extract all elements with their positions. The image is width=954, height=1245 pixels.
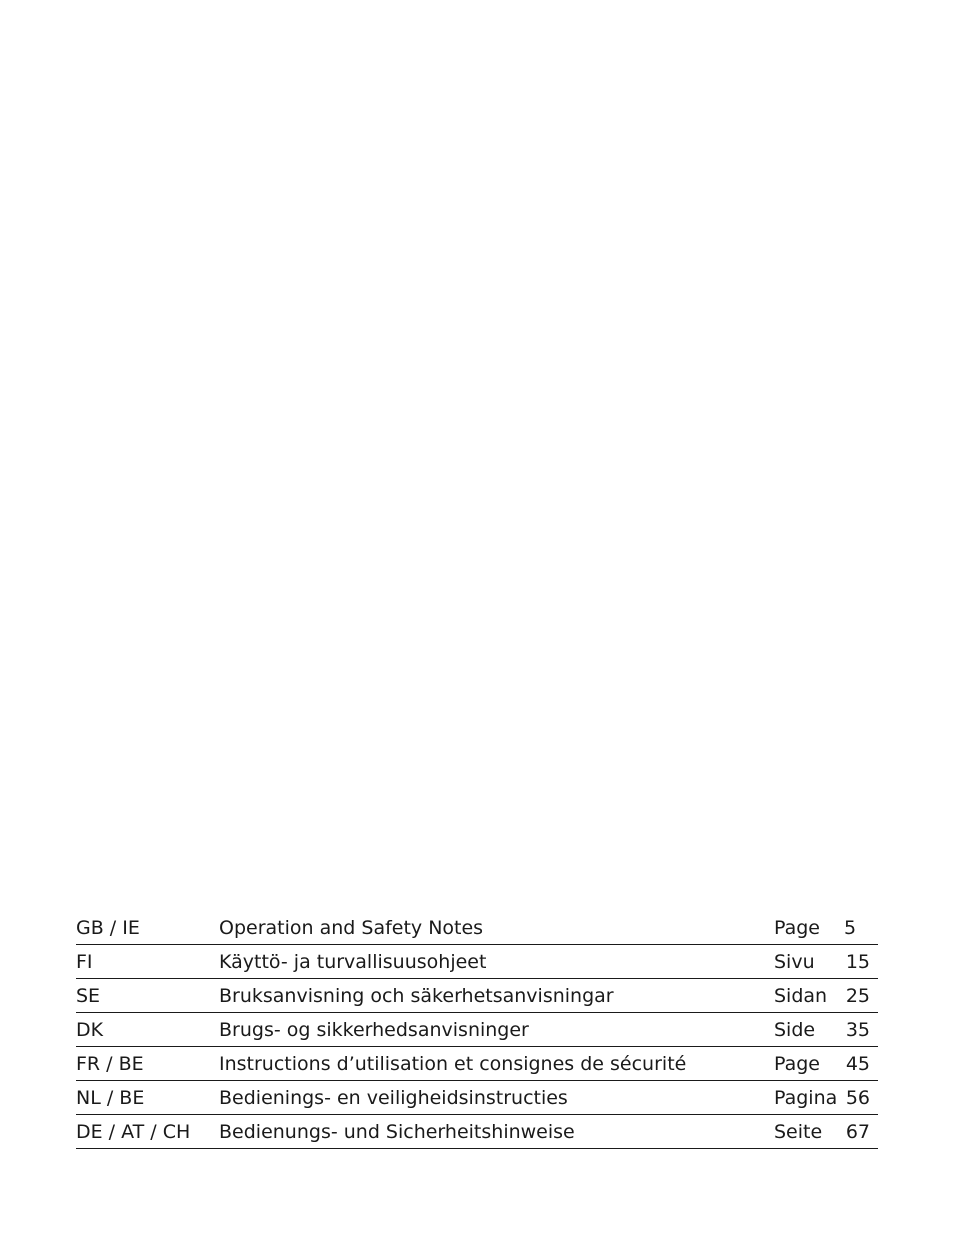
language-code: SE <box>76 985 101 1007</box>
language-code: NL / BE <box>76 1087 145 1109</box>
page-word: Side <box>774 1019 816 1041</box>
page-word: Page <box>774 1053 820 1075</box>
toc-row-dk <box>76 1013 878 1047</box>
page-number: 56 <box>845 1087 870 1109</box>
page-word: Sivu <box>774 951 815 973</box>
language-index-table <box>76 911 878 1149</box>
section-title: Käyttö- ja turvallisuusohjeet <box>219 951 487 973</box>
section-title: Bedienings- en veiligheidsinstructies <box>219 1087 568 1109</box>
toc-row-nl-be <box>76 1081 878 1115</box>
page-word: Pagina <box>774 1087 838 1109</box>
language-code: DK <box>76 1019 104 1041</box>
toc-row-de-at-ch <box>76 1115 878 1149</box>
page-number: 25 <box>845 985 870 1007</box>
page-number: 15 <box>845 951 870 973</box>
section-title: Bedienungs- und Sicherheitshinweise <box>219 1121 575 1143</box>
page-word: Sidan <box>774 985 828 1007</box>
page-number: 5 <box>844 917 857 939</box>
page-word: Page <box>774 917 820 939</box>
page-number: 45 <box>845 1053 870 1075</box>
section-title: Operation and Safety Notes <box>219 917 484 939</box>
page-word: Seite <box>774 1121 823 1143</box>
section-title: Brugs- og sikkerhedsanvisninger <box>219 1019 529 1041</box>
language-code: GB / IE <box>76 917 140 939</box>
toc-row-se <box>76 979 878 1013</box>
language-code: FI <box>76 951 93 973</box>
language-code: FR / BE <box>76 1053 144 1075</box>
toc-row-fi <box>76 945 878 979</box>
toc-row-fr-be <box>76 1047 878 1081</box>
toc-row-gb-ie <box>76 911 878 945</box>
language-code: DE / AT / CH <box>76 1121 191 1143</box>
section-title: Instructions d’utilisation et consignes de sécurité <box>219 1053 687 1075</box>
page-number: 67 <box>845 1121 870 1143</box>
section-title: Bruksanvisning och säkerhetsanvisningar <box>219 985 614 1007</box>
page-number: 35 <box>845 1019 870 1041</box>
